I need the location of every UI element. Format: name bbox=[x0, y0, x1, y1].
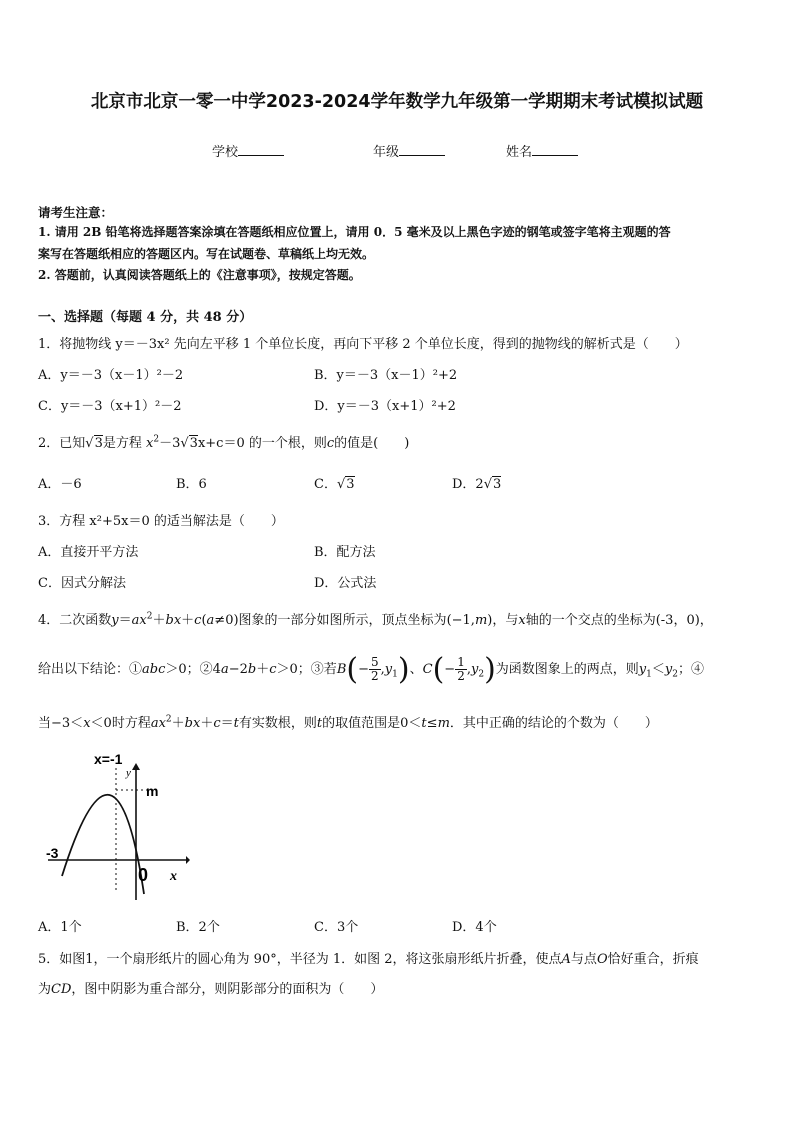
q4-line-3: 当−3＜x＜0时方程$ax^2+bx+c=t$有实数根，则t的取值范围是0＜t≤m．其中正确的结论的个数为（ ） bbox=[38, 714, 658, 731]
q2-option-b[interactable]: B．6 bbox=[176, 477, 207, 492]
neg-three-label: -3 bbox=[46, 845, 59, 861]
symmetry-label: x=-1 bbox=[94, 751, 123, 767]
q5-text-3: 恰好重合，折痕 bbox=[607, 952, 699, 967]
school-blank[interactable] bbox=[238, 143, 284, 156]
section-heading: 一、选择题（每题 4 分，共 48 分） bbox=[38, 310, 253, 325]
q2-text-2: 是方程 bbox=[102, 436, 142, 451]
q1-option-d[interactable]: D．y＝－3（x+1）²+2 bbox=[314, 399, 456, 414]
q2-option-a[interactable]: A．－6 bbox=[38, 477, 82, 492]
grade-label: 年级 bbox=[373, 145, 400, 160]
q5-text-2: 与点 bbox=[570, 952, 597, 967]
q5-text-5: ，图中阴影为重合部分，则阴影部分的面积为（ ） bbox=[71, 982, 384, 997]
q4-text-8: 为函数图象上的两点，则 bbox=[495, 662, 639, 677]
m-label: m bbox=[146, 783, 159, 799]
q3-option-c[interactable]: C．因式分解法 bbox=[38, 576, 126, 591]
parabola-graph bbox=[40, 750, 200, 906]
q4-text-13: 的取值范围是 bbox=[322, 716, 401, 731]
q1-option-a[interactable]: A．y＝－3（x－1）²－2 bbox=[38, 368, 184, 383]
q2-text-4: 的值是( ) bbox=[334, 436, 410, 451]
q5-text-4: 为 bbox=[38, 982, 52, 997]
q4-text-7: ；③若 bbox=[297, 662, 337, 677]
q4-text-10: 当 bbox=[38, 716, 52, 731]
q4-text-9: ；④ bbox=[678, 662, 705, 677]
notice-line-2: 2. 答题前，认真阅读答题纸上的《注意事项》，按规定答题。 bbox=[38, 268, 361, 282]
q2-text-1: 2．已知 bbox=[38, 436, 86, 451]
q4-text-5: 给出以下结论：① bbox=[38, 662, 143, 677]
q5-text-1: 5．如图1，一个扇形纸片的圆心角为 90°，半径为 1．如图 2，将这张扇形纸片折叠，使点 bbox=[38, 952, 562, 967]
q2-text-3: x+c＝0 的一个根，则 bbox=[197, 436, 327, 451]
y-axis-arrow-icon bbox=[132, 763, 140, 770]
school-field bbox=[212, 141, 284, 160]
grade-field bbox=[373, 141, 445, 160]
q2-option-c[interactable]: C．√3 bbox=[314, 477, 355, 492]
q4-line-1: 4．二次函数$y=ax^2+bx+c(a\ne 0)$图象的一部分如图所示，顶点坐标为(−1,m)，与x轴的一个交点的坐标为(-3，0)， bbox=[38, 611, 713, 628]
q4-option-a[interactable]: A．1个 bbox=[38, 920, 82, 935]
parabola-curve bbox=[62, 795, 144, 894]
q2-option-d[interactable]: D．2√3 bbox=[452, 477, 502, 492]
q4-text-11: 时方程 bbox=[111, 716, 151, 731]
q4-option-d[interactable]: D．4个 bbox=[452, 920, 497, 935]
q1-option-c[interactable]: C．y＝－3（x+1）²－2 bbox=[38, 399, 182, 414]
q5-line-1: 5．如图1，一个扇形纸片的圆心角为 90°，半径为 1．如图 2，将这张扇形纸片折叠，使点A与点O恰好重合，折痕 bbox=[38, 952, 699, 967]
q4-text-12: 有实数根，则 bbox=[238, 716, 317, 731]
origin-label: 0 bbox=[138, 865, 149, 885]
q2-stem: 2．已知√3是方程 $x^2-3√3x+c=0$ 的一个根，则c的值是( ) bbox=[38, 434, 410, 451]
q1-stem: 1．将抛物线 y＝－3x² 先向左平移 1 个单位长度，再向下平移 2 个单位长度，得到的抛物线的解析式是（ ） bbox=[38, 337, 688, 352]
x-axis-arrow-icon bbox=[186, 856, 190, 864]
page-title: 北京市北京一零一中学2023-2024学年数学九年级第一学期期末考试模拟试题 bbox=[90, 92, 704, 112]
q2-option-d-label: D．2 bbox=[452, 477, 484, 492]
q4-text-3: ，与 bbox=[492, 613, 519, 628]
q4-line-2: 给出以下结论：①abc＞0；②4a−2b＋c＞0；③若B(− $\frac{5}{2}$ $,y_1$)、C(− $\frac{1}{2}$ $,y_2$)为函数图象上的两点，则$y_1<y_2$；④ bbox=[38, 652, 705, 687]
q4-option-b[interactable]: B．2个 bbox=[176, 920, 220, 935]
q2-option-c-label: C． bbox=[314, 477, 337, 492]
q3-option-b[interactable]: B．配方法 bbox=[314, 545, 376, 560]
y-axis-label: y bbox=[126, 767, 131, 779]
q4-text-6: ；② bbox=[186, 662, 213, 677]
grade-blank[interactable] bbox=[399, 143, 445, 156]
q4-text-4: 轴的一个交点的坐标为(-3，0)， bbox=[525, 613, 713, 628]
q4-text-1: 4．二次函数 bbox=[38, 613, 112, 628]
q5-line-2: 为CD，图中阴影为重合部分，则阴影部分的面积为（ ） bbox=[38, 982, 384, 997]
q4-text-14: ．其中正确的结论的个数为（ ） bbox=[449, 716, 658, 731]
notice-heading: 请考生注意： bbox=[38, 205, 114, 220]
name-field bbox=[506, 141, 578, 160]
name-label: 姓名 bbox=[506, 145, 533, 160]
notice-line-1a: 1. 请用 2B 铅笔将选择题答案涂填在答题纸相应位置上，请用 0．5 毫米及以上黑色字迹的钢笔或签字笔将主观题的答 bbox=[38, 225, 671, 239]
q3-stem: 3．方程 x²+5x＝0 的适当解法是（ ） bbox=[38, 514, 284, 529]
school-label: 学校 bbox=[212, 145, 239, 160]
x-axis-label: x bbox=[170, 869, 177, 884]
q4-option-c[interactable]: C．3个 bbox=[314, 920, 359, 935]
name-blank[interactable] bbox=[532, 143, 578, 156]
q4-text-2: 图象的一部分如图所示，顶点坐标为 bbox=[238, 613, 447, 628]
notice-line-1b: 案写在答题纸相应的答题区内。写在试题卷、草稿纸上均无效。 bbox=[38, 247, 375, 261]
q1-option-b[interactable]: B．y＝－3（x－1）²+2 bbox=[314, 368, 458, 383]
q3-option-a[interactable]: A．直接开平方法 bbox=[38, 545, 139, 560]
q3-option-d[interactable]: D．公式法 bbox=[314, 576, 377, 591]
